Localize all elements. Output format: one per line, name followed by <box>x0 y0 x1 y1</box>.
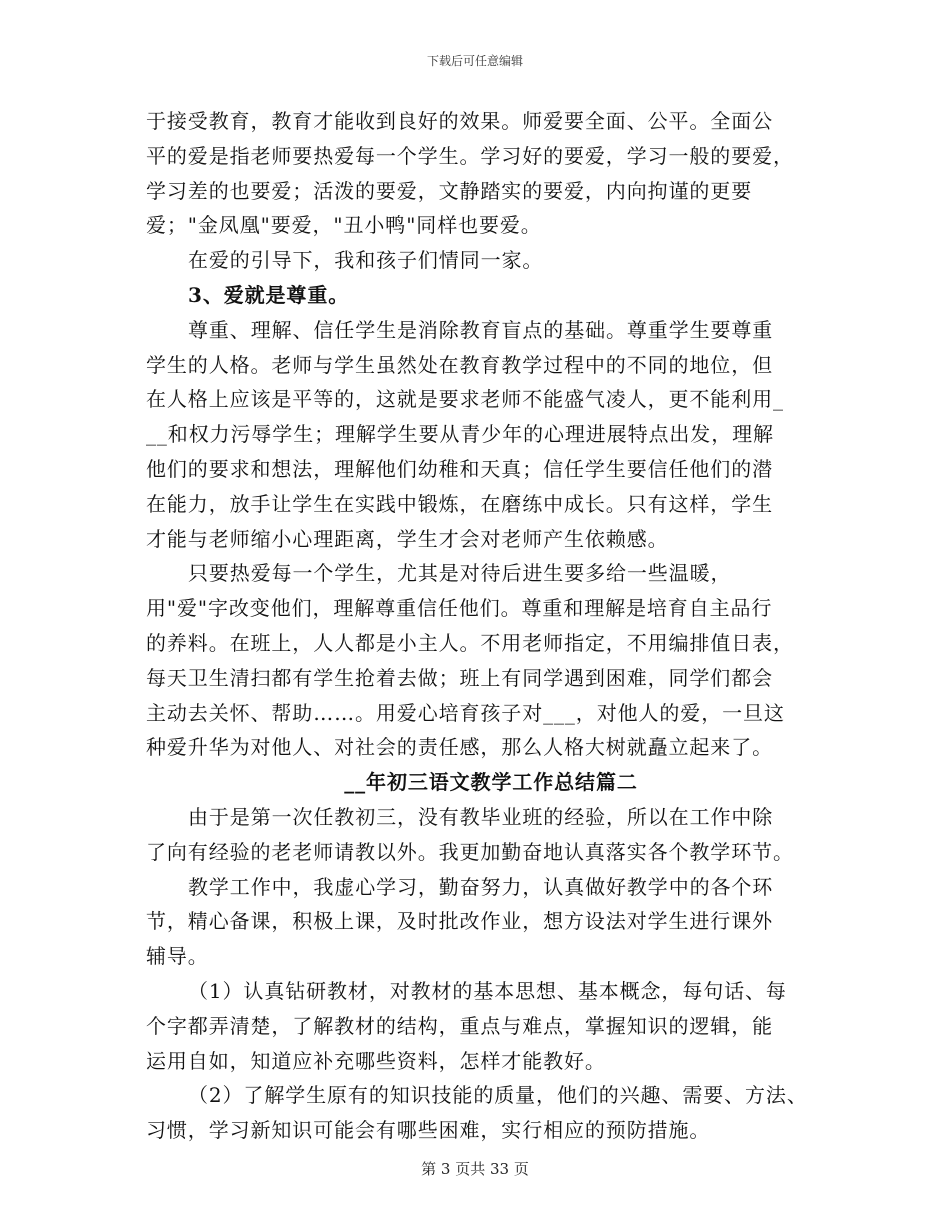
paragraph-line: 只要热爱每一个学生，尤其是对待后进生要多给一些温暖， <box>188 561 732 586</box>
section-heading: 3、爱就是尊重。 <box>188 282 350 307</box>
paragraph-line: 辅导。 <box>146 944 209 969</box>
paragraph-line: 种爱升华为对他人、对社会的责任感，那么人格大树就矗立起来了。 <box>146 735 773 760</box>
paragraph-line: 在爱的引导下，我和孩子们情同一家。 <box>188 248 544 273</box>
paragraph-line: 于接受教育，教育才能收到良好的效果。师爱要全面、公平。全面公 <box>146 109 773 133</box>
paragraph-line: __和权力污辱学生；理解学生要从青少年的心理进展特点出发，理解 <box>146 422 774 447</box>
paragraph-line: 学习差的也要爱；活泼的要爱，文静踏实的要爱，内向拘谨的更要 <box>146 178 753 203</box>
paragraph-line: 爱；"金凤凰"要爱，"丑小鸭"同样也要爱。 <box>146 213 542 238</box>
paragraph-line: 尊重、理解、信任学生是消除教育盲点的基础。尊重学生要尊重 <box>188 317 774 342</box>
paragraph-line: 教学工作中，我虚心学习，勤奋努力，认真做好教学中的各个环 <box>188 874 774 899</box>
paragraph-line: 运用自如，知道应补充哪些资料，怎样才能教好。 <box>146 1048 606 1073</box>
paragraph-line: 习惯，学习新知识可能会有哪些困难，实行相应的预防措施。 <box>146 1118 711 1143</box>
paragraph-line: 用"爱"字改变他们，理解尊重信任他们。尊重和理解是培育自主品行 <box>146 596 773 621</box>
paragraph-line: 平的爱是指老师要热爱每一个学生。学习好的要爱，学习一般的要爱， <box>146 143 794 168</box>
paragraph-line: 学生的人格。老师与学生虽然处在教育教学过程中的不同的地位，但 <box>146 352 773 377</box>
page-header: 下载后可任意编辑 <box>426 54 523 68</box>
paragraph-line: （1）认真钻研教材，对教材的基本思想、基本概念，每句话、每 <box>188 978 787 1003</box>
page-number-footer: 第 3 页共 33 页 <box>421 1160 529 1178</box>
paragraph-line: 了向有经验的老老师请教以外。我更加勤奋地认真落实各个教学环节。 <box>146 839 794 864</box>
article-title: __年初三语文教学工作总结篇二 <box>344 770 638 795</box>
paragraph-line: 每天卫生清扫都有学生抢着去做；班上有同学遇到困难，同学们都会 <box>146 665 773 690</box>
paragraph-line: 他们的要求和想法，理解他们幼稚和天真；信任学生要信任他们的潜 <box>146 456 773 481</box>
paragraph-line: 节，精心备课，积极上课，及时批改作业，想方设法对学生进行课外 <box>146 909 773 934</box>
paragraph-line: 的养料。在班上，人人都是小主人。不用老师指定，不用编排值日表， <box>146 630 794 655</box>
paragraph-line: 由于是第一次任教初三，没有教毕业班的经验，所以在工作中除 <box>188 804 774 829</box>
paragraph-line: 在人格上应该是平等的，这就是要求老师不能盛气凌人，更不能利用_ <box>146 387 784 412</box>
paragraph-line: 个字都弄清楚，了解教材的结构，重点与难点，掌握知识的逻辑，能 <box>146 1013 773 1038</box>
paragraph-line: （2）了解学生原有的知识技能的质量，他们的兴趣、需要、方法、 <box>188 1083 808 1108</box>
paragraph-line: 在能力，放手让学生在实践中锻炼，在磨练中成长。只有这样，学生 <box>146 491 773 516</box>
document-body <box>146 104 836 1148</box>
paragraph-line: 主动去关怀、帮助……。用爱心培育孩子对___，对他人的爱，一旦这 <box>146 700 785 725</box>
paragraph-line: 才能与老师缩小心理距离，学生才会对老师产生依赖感。 <box>146 526 669 551</box>
